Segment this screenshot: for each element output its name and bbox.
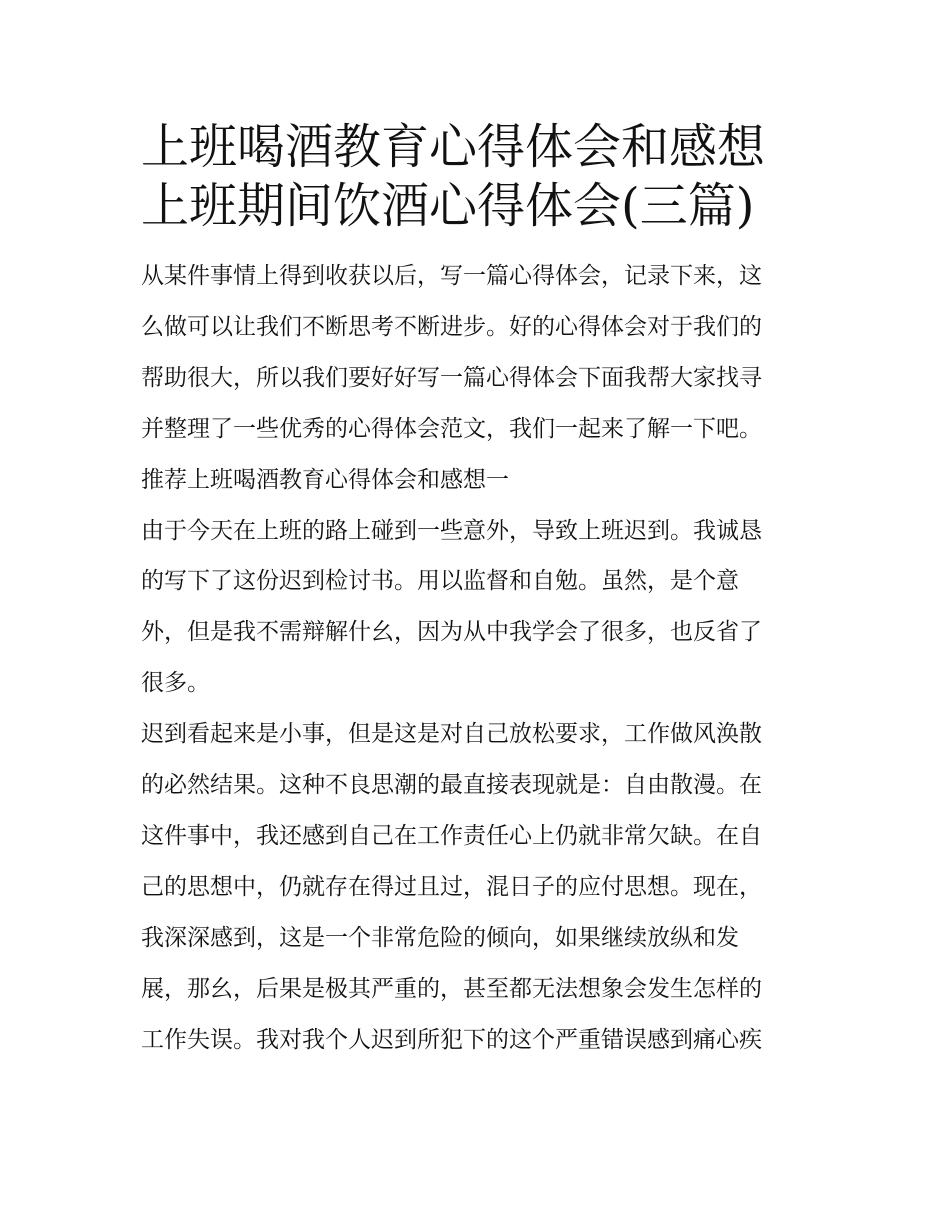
paragraph-2 bbox=[141, 709, 813, 1065]
title-line-2: 上班期间饮酒心得体会(三篇) bbox=[141, 178, 755, 234]
section-heading: 推荐上班喝酒教育心得体会和感想一 bbox=[141, 466, 509, 493]
intro-line-4: 并整理了一些优秀的心得体会范文，我们一起来了解一下吧。 bbox=[141, 415, 762, 442]
paragraph-1-line-4: 很多。 bbox=[141, 670, 210, 697]
intro-line-3: 帮助很大，所以我们要好好写一篇心得体会下面我帮大家找寻 bbox=[141, 364, 762, 391]
paragraph-2-line-7: 工作失误。我对我个人迟到所犯下的这个严重错误感到痛心疾 bbox=[141, 1026, 762, 1053]
paragraph-2-line-2: 的必然结果。这种不良思潮的最直接表现就是：自由散漫。在 bbox=[141, 772, 762, 799]
paragraph-1 bbox=[141, 506, 813, 710]
paragraph-2-line-6: 展，那幺，后果是极其严重的，甚至都无法想象会发生怎样的 bbox=[141, 975, 762, 1002]
document-title bbox=[141, 118, 813, 236]
intro-line-1: 从某件事情上得到收获以后，写一篇心得体会，记录下来，这 bbox=[141, 263, 762, 289]
paragraph-1-line-2: 的写下了这份迟到检讨书。用以监督和自勉。虽然，是个意 bbox=[141, 568, 739, 595]
paragraph-2-line-4: 己的思想中，仍就存在得过且过，混日子的应付思想。现在， bbox=[141, 873, 762, 900]
document-content bbox=[141, 118, 813, 1066]
document-body bbox=[141, 251, 813, 1066]
title-line-1: 上班喝酒教育心得体会和感想 bbox=[141, 119, 766, 175]
intro-paragraph bbox=[141, 251, 813, 455]
paragraph-2-line-5: 我深深感到，这是一个非常危险的倾向，如果继续放纵和发 bbox=[141, 924, 739, 951]
paragraph-1-line-1: 由于今天在上班的路上碰到一些意外，导致上班迟到。我诚恳 bbox=[141, 517, 762, 544]
intro-line-2: 么做可以让我们不断思考不断进步。好的心得体会对于我们的 bbox=[141, 313, 762, 340]
paragraph-1-line-3: 外，但是我不需辩解什幺，因为从中我学会了很多，也反省了 bbox=[141, 619, 762, 646]
paragraph-2-line-3: 这件事中，我还感到自己在工作责任心上仍就非常欠缺。在自 bbox=[141, 822, 762, 849]
paragraph-2-line-1: 迟到看起来是小事，但是这是对自己放松要求，工作做风涣散 bbox=[141, 721, 762, 748]
